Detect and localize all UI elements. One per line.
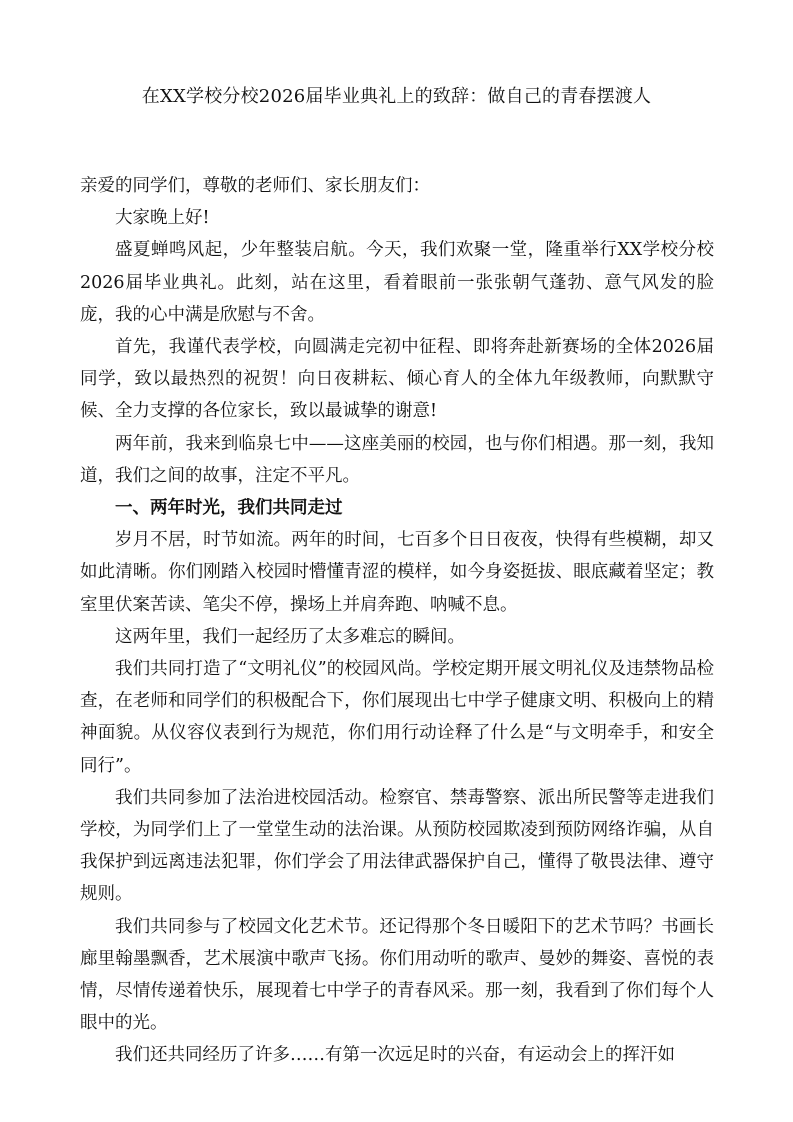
paragraph-more-memories: 我们还共同经历了许多……有第一次远足时的兴奋，有运动会上的挥汗如 (115, 1045, 675, 1066)
paragraph-thanks: 首先，我谨代表学校，向圆满走完初中征程、即将奔赴新赛场的全体2026届同学，致以最热烈的祝贺！向日夜耕耘、倾心育人的全体九年级教师，向默默守候、全力支撑的各位家长，致以最诚挚的谢意! (80, 337, 714, 422)
document-body (80, 170, 714, 1072)
paragraph-etiquette: 我们共同打造了“文明礼仪”的校园风尚。学校定期开展文明礼仪及违禁物品检查，在老师和同学们的积极配合下，你们展现出七中学子健康文明、积极向上的精神面貌。从仪容仪表到行为规范，你们用行动诠释了什么是“与文明牵手，和安全同行”。 (80, 659, 714, 776)
paragraph-art-festival: 我们共同参与了校园文化艺术节。还记得那个冬日暖阳下的艺术节吗？书画长廊里翰墨飘香，艺术展演中歌声飞扬。你们用动听的歌声、曼妙的舞姿、喜悦的表情，尽情传递着快乐，展现着七中学子的青春风采。那一刻，我看到了你们每个人眼中的光。 (80, 916, 714, 1034)
paragraph-law: 我们共同参加了法治进校园活动。检察官、禁毒警察、派出所民警等走进我们学校，为同学们上了一堂堂生动的法治课。从预防校园欺凌到预防网络诈骗，从自我保护到远离违法犯罪，你们学会了用法律武器保护自己，懂得了敬畏法律、遵守规则。 (80, 787, 714, 905)
paragraph-moments: 这两年里，我们一起经历了太多难忘的瞬间。 (115, 626, 465, 647)
paragraph-opening: 盛夏蝉鸣风起，少年整装启航。今天，我们欢聚一堂，隆重举行XX学校分校2026届毕业典礼。此刻，站在这里，看着眼前一张张朝气蓬勃、意气风发的脸庞，我的心中满是欣慰与不舍。 (80, 240, 714, 325)
salutation: 亲爱的同学们，尊敬的老师们、家长朋友们： (80, 176, 430, 196)
document-title: 在XX学校分校2026届毕业典礼上的致辞：做自己的青春摆渡人 (141, 86, 652, 107)
paragraph-time: 岁月不居，时节如流。两年的时间，七百多个日日夜夜，快得有些模糊，却又如此清晰。你们刚踏入校园时懵懂青涩的模样，如今身姿挺拔、眼底藏着坚定；教室里伏案苦读、笔尖不停，操场上并肩奔跑、呐喊不息。 (80, 530, 714, 615)
section-heading: 一、两年时光，我们共同走过 (115, 498, 343, 519)
paragraph-greeting: 大家晚上好! (115, 208, 210, 229)
paragraph-meeting: 两年前，我来到临泉七中——这座美丽的校园，也与你们相遇。那一刻，我知道，我们之间的故事，注定不平凡。 (80, 433, 714, 486)
